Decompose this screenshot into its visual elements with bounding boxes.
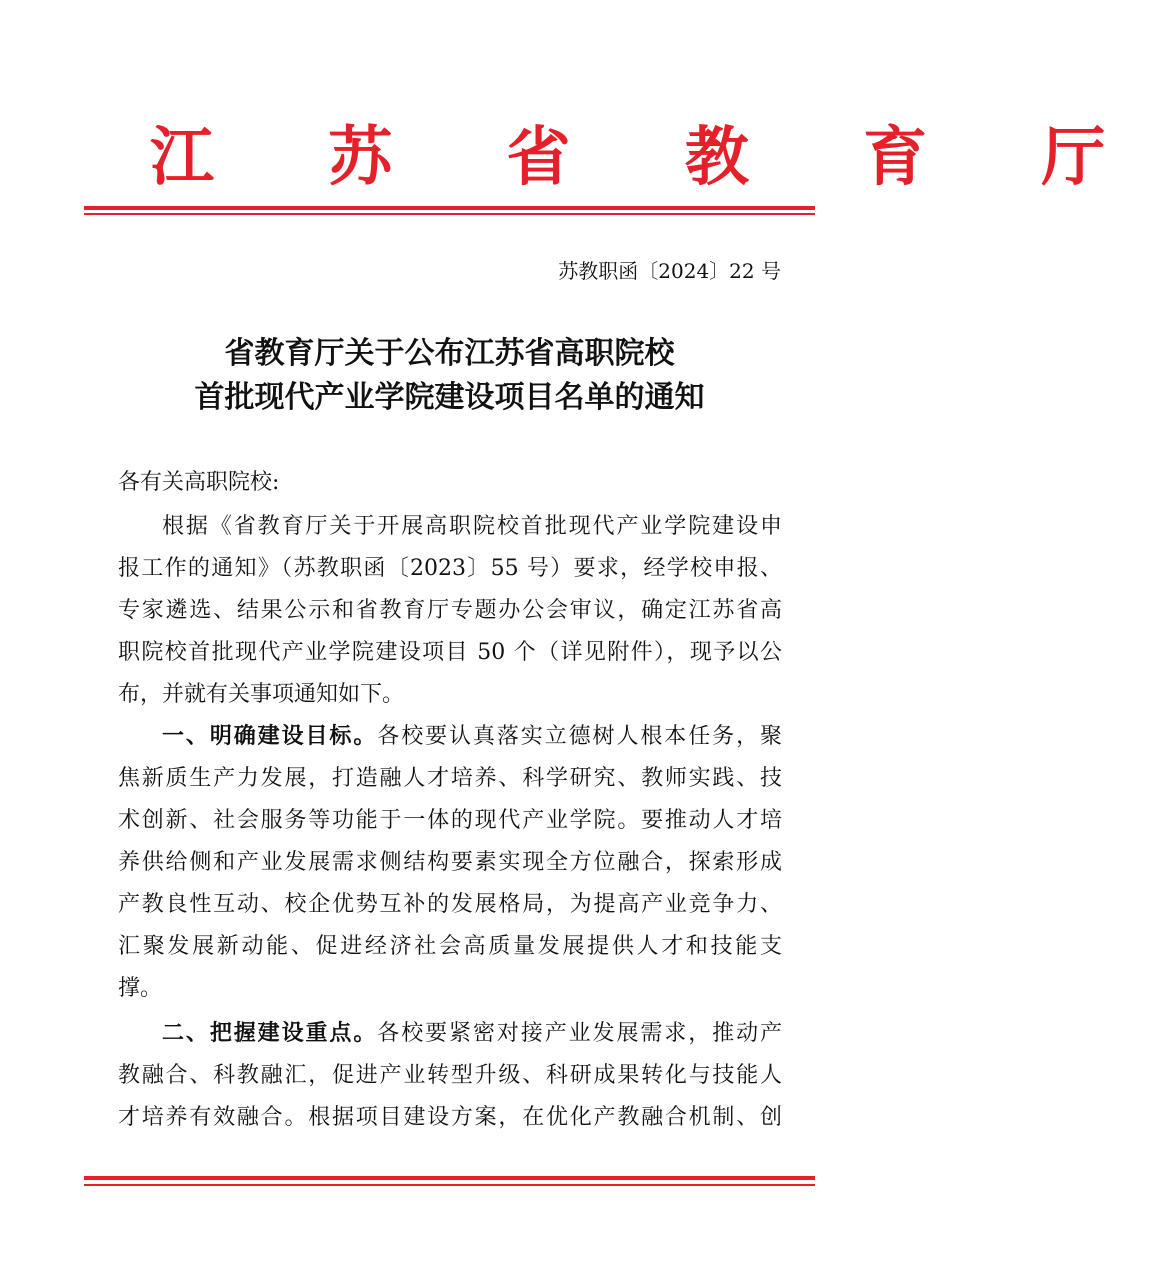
section-1-first-line bbox=[162, 722, 782, 752]
masthead-divider-thick bbox=[84, 206, 815, 210]
section-2-first-line bbox=[162, 1019, 782, 1049]
document-title-line-2: 首批现代产业学院建设项目名单的通知 bbox=[194, 380, 705, 415]
section-1-text: 各校要认真落实立德树人根本任务，聚 bbox=[377, 724, 782, 749]
section-1-line: 养供给侧和产业发展需求侧结构要素实现全方位融合，探索形成 bbox=[118, 850, 782, 875]
section-1-heading: 一、明确建设目标。 bbox=[162, 724, 378, 749]
section-1-line: 汇聚发展新动能、促进经济社会高质量发展提供人才和技能支 bbox=[118, 934, 782, 959]
salutation: 各有关高职院校: bbox=[118, 470, 280, 495]
section-2-heading: 二、把握建设重点。 bbox=[162, 1021, 378, 1046]
document-title-line-1: 省教育厅关于公布江苏省高职院校 bbox=[224, 336, 675, 371]
paragraph-1-line: 根据《省教育厅关于开展高职院校首批现代产业学院建设申 bbox=[162, 514, 782, 539]
section-2-text: 各校要紧密对接产业发展需求，推动产 bbox=[377, 1021, 782, 1046]
paragraph-1-line: 职院校首批现代产业学院建设项目 50 个（详见附件），现予以公 bbox=[118, 640, 782, 665]
document-number: 苏教职函〔2024〕22 号 bbox=[558, 259, 781, 283]
paragraph-1-line: 报工作的通知》（苏教职函〔2023〕55 号）要求，经学校申报、 bbox=[118, 556, 782, 581]
paragraph-1-line: 专家遴选、结果公示和省教育厅专题办公会审议，确定江苏省高 bbox=[118, 598, 782, 623]
section-1-line: 产教良性互动、校企优势互补的发展格局，为提高产业竞争力、 bbox=[118, 892, 782, 917]
section-1-line: 撑。 bbox=[118, 976, 163, 1001]
footer-divider-thin bbox=[84, 1184, 815, 1186]
agency-masthead: 江 苏 省 教 育 厅 bbox=[150, 120, 1151, 195]
masthead-divider-thin bbox=[84, 213, 815, 215]
section-2-line: 教融合、科教融汇，促进产业转型升级、科研成果转化与技能人 bbox=[118, 1063, 782, 1088]
paragraph-1-line: 布，并就有关事项通知如下。 bbox=[118, 682, 405, 707]
section-1-line: 焦新质生产力发展，打造融人才培养、科学研究、教师实践、技 bbox=[118, 766, 782, 791]
section-1-line: 术创新、社会服务等功能于一体的现代产业学院。要推动人才培 bbox=[118, 808, 782, 833]
section-2-line: 才培养有效融合。根据项目建设方案，在优化产教融合机制、创 bbox=[118, 1105, 782, 1130]
footer-divider-thick bbox=[84, 1176, 815, 1180]
